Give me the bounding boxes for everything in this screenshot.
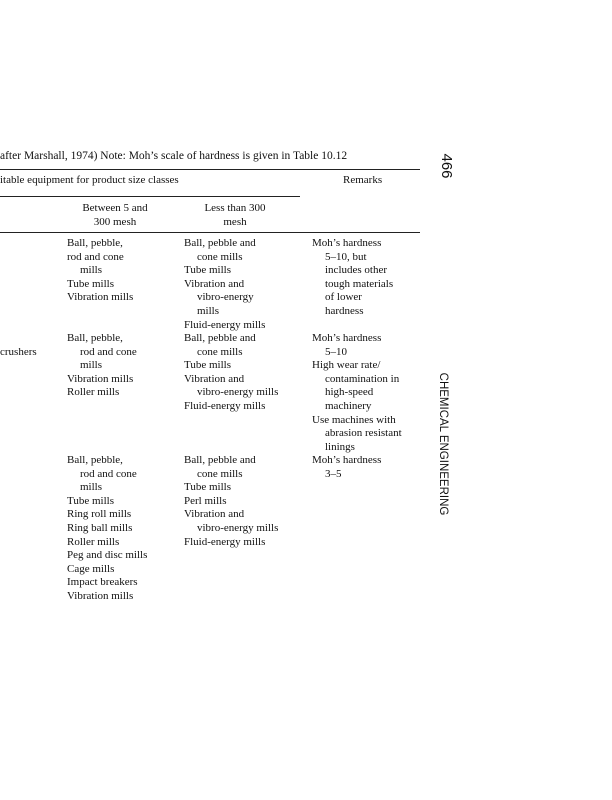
row2-between-cell [67, 332, 137, 400]
page-number: 466 [438, 153, 455, 179]
top-rule [0, 169, 420, 170]
running-head: CHEMICAL ENGINEERING [437, 372, 449, 516]
list-item: rod and cone [67, 250, 124, 263]
header-between-5-and-300: Between 5 and 300 mesh [82, 202, 148, 228]
row2-less-than-cell [184, 332, 278, 414]
list-item: Fluid-energy mills [184, 535, 266, 548]
list-item: high-speed [325, 386, 374, 399]
header-less-than-300: Less than 300 mesh [204, 202, 266, 228]
row2-left-cell: crushers [0, 346, 37, 358]
list-item: Peg and disc mills [67, 549, 148, 562]
list-item: Vibration and [184, 372, 245, 385]
list-item: Vibration and [184, 508, 245, 521]
list-item: includes other [325, 264, 388, 277]
list-item: machinery [325, 399, 372, 412]
list-item: Moh’s hardness [312, 237, 382, 249]
list-item: mills [80, 359, 103, 372]
row3-less-than-cell [184, 454, 278, 549]
row2-remarks-cell [312, 332, 402, 454]
list-item: cone mills [197, 345, 243, 358]
list-item: 5–10, but [325, 250, 367, 263]
list-item: Vibration and [184, 277, 245, 290]
list-item: vibro-energy mills [197, 521, 279, 534]
list-item: mills [80, 481, 103, 494]
row1-less-than-cell [184, 237, 265, 332]
row1-between-cell [67, 237, 133, 305]
list-item: Tube mills [67, 494, 114, 507]
list-item: Moh’s hardness [312, 454, 382, 466]
header-bottom-rule [0, 232, 420, 233]
list-item: Tube mills [67, 277, 114, 290]
list-item: High wear rate/ [312, 359, 381, 372]
list-item: linings [325, 440, 355, 453]
table-caption: after Marshall, 1974) Note: Moh’s scale of hardness is given in Table 10.12 [0, 150, 348, 162]
list-item: Impact breakers [67, 576, 138, 589]
list-item: Ball, pebble, [67, 237, 123, 249]
list-item: Moh’s hardness [312, 332, 382, 344]
list-item: Tube mills [184, 481, 231, 494]
list-item: Fluid-energy mills [184, 399, 266, 412]
list-item: Vibration mills [67, 589, 134, 602]
row1-remarks-cell [312, 237, 393, 319]
group-rule [0, 196, 300, 197]
list-item: Ball, pebble, [67, 332, 123, 344]
list-item: mills [80, 264, 103, 277]
column-group-header: itable equipment for product size classes [0, 174, 179, 186]
list-item: Ball, pebble and [184, 332, 256, 344]
list-item: vibro-energy [197, 291, 254, 304]
list-item: Fluid-energy mills [184, 318, 266, 331]
list-item: of lower [325, 291, 362, 304]
list-item: hardness [325, 304, 364, 317]
list-item: 3–5 [325, 467, 342, 480]
list-item: Ring ball mills [67, 521, 133, 534]
list-item: tough materials [325, 277, 394, 290]
list-item: rod and cone [80, 345, 137, 358]
list-item: Use machines with [312, 413, 396, 426]
row3-between-cell [67, 454, 147, 604]
list-item: Cage mills [67, 562, 115, 575]
list-item: contamination in [325, 372, 400, 385]
row3-remarks-cell [312, 454, 381, 481]
list-item: 5–10 [325, 345, 347, 358]
list-item: cone mills [197, 467, 243, 480]
list-item: Vibration mills [67, 372, 134, 385]
list-item: Ball, pebble and [184, 237, 256, 249]
list-item: Perl mills [184, 494, 227, 507]
list-item: Ring roll mills [67, 508, 132, 521]
list-item: Tube mills [184, 359, 231, 372]
list-item: Roller mills [67, 535, 120, 548]
list-item: Ball, pebble, [67, 454, 123, 466]
list-item: Roller mills [67, 386, 120, 399]
list-item: rod and cone [80, 467, 137, 480]
list-item: vibro-energy mills [197, 386, 279, 399]
list-item: abrasion resistant [325, 427, 402, 440]
list-item: Ball, pebble and [184, 454, 256, 466]
list-item: cone mills [197, 250, 243, 263]
list-item: Tube mills [184, 264, 231, 277]
remarks-header: Remarks [343, 174, 383, 186]
list-item: Vibration mills [67, 291, 134, 304]
list-item: mills [197, 304, 220, 317]
